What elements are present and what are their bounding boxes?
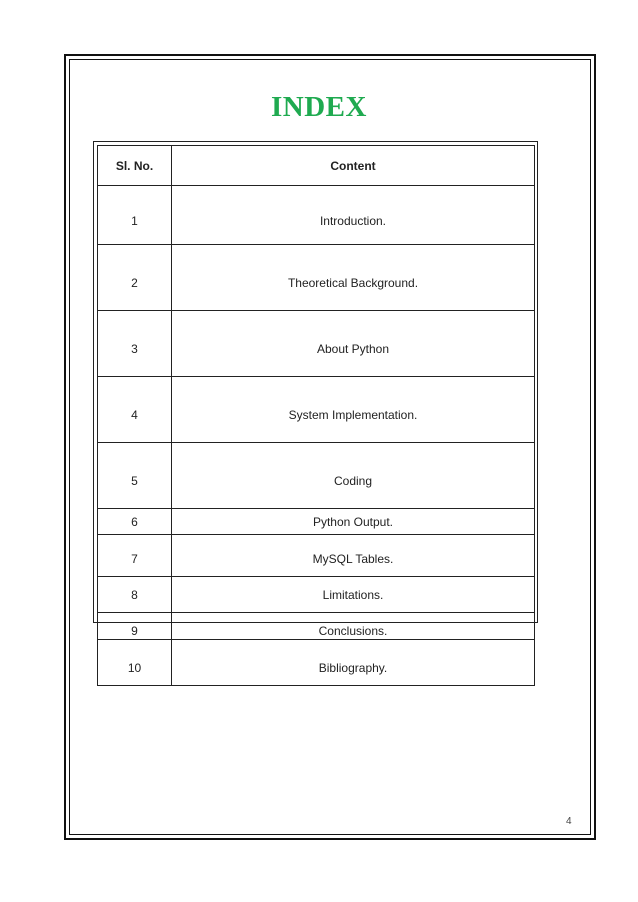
row-number: 1: [98, 186, 172, 245]
table-row: [98, 577, 535, 613]
table-row: [98, 186, 535, 245]
row-number: 6: [98, 509, 172, 535]
header-content: Content: [172, 146, 535, 186]
row-number: 10: [98, 640, 172, 686]
table-row: [98, 535, 535, 577]
row-number: 2: [98, 245, 172, 311]
row-content: About Python: [172, 311, 535, 377]
row-number: 8: [98, 577, 172, 613]
index-table: [97, 145, 535, 686]
row-number: 9: [98, 613, 172, 640]
row-content: Coding: [172, 443, 535, 509]
row-content: Bibliography.: [172, 640, 535, 686]
row-content: Introduction.: [172, 186, 535, 245]
table-row: [98, 245, 535, 311]
page-title: INDEX: [271, 91, 367, 123]
table-row: [98, 377, 535, 443]
row-content: System Implementation.: [172, 377, 535, 443]
page-number: 4: [566, 816, 572, 827]
table-row: [98, 311, 535, 377]
table-row: [98, 613, 535, 640]
header-sl-no: Sl. No.: [98, 146, 172, 186]
row-content: Python Output.: [172, 509, 535, 535]
row-number: 4: [98, 377, 172, 443]
table-row: [98, 509, 535, 535]
row-content: Theoretical Background.: [172, 245, 535, 311]
row-content: Conclusions.: [172, 613, 535, 640]
row-content: MySQL Tables.: [172, 535, 535, 577]
row-number: 3: [98, 311, 172, 377]
table-header-row: [98, 146, 535, 186]
row-content: Limitations.: [172, 577, 535, 613]
table-row: [98, 640, 535, 686]
row-number: 5: [98, 443, 172, 509]
table-row: [98, 443, 535, 509]
row-number: 7: [98, 535, 172, 577]
